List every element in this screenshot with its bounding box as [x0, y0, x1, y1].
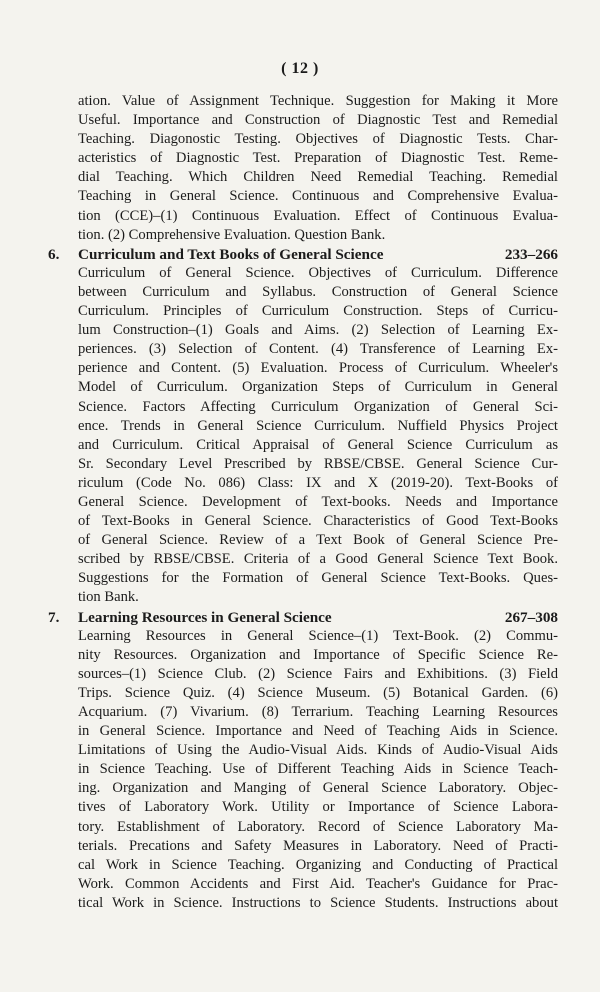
text-line: tion (CCE)–(1) Continuous Evaluation. Effect of Continuous Evalua- — [78, 207, 558, 224]
chapter-pages: 267–308 — [504, 608, 558, 626]
chapter-number: 7. — [48, 608, 60, 626]
intro-paragraph — [78, 92, 558, 245]
text-line: Teaching in General Science. Continuous and Comprehensive Evalua- — [78, 188, 558, 205]
text-line: nity Resources. Organization and Importance of Specific Science Re- — [78, 646, 558, 663]
page-number: ( 12 ) — [281, 60, 319, 77]
text-line: ing. Organization and Manging of General Science Laboratory. Objec- — [78, 780, 558, 797]
contents-body — [48, 92, 558, 913]
text-line: Acquarium. (7) Vivarium. (8) Terrarium. Teaching Learning Resources — [78, 704, 558, 720]
chapter-heading — [48, 245, 558, 264]
text-line: Work. Common Accidents and First Aid. Teacher's Guidance for Prac- — [78, 875, 558, 892]
text-line: scribed by RBSE/CBSE. Criteria of a Good General Science Text Book. — [78, 551, 558, 568]
text-line: acteristics of Diagnostic Test. Preparation of Diagnostic Test. Reme- — [78, 150, 558, 167]
text-line: Suggestions for the Formation of General Science Text-Books. Ques- — [78, 570, 558, 587]
text-line: lum Construction–(1) Goals and Aims. (2) Selection of Learning Ex- — [78, 322, 558, 339]
text-line: tives of Laboratory Work. Utility or Importance of Science Labora- — [78, 799, 558, 816]
text-line: tory. Establishment of Laboratory. Record of Science Laboratory Ma- — [78, 818, 558, 835]
text-line: ence. Trends in General Science Curriculum. Nuffield Physics Project — [78, 417, 558, 434]
chapter-7 — [48, 608, 558, 914]
text-line: dial Teaching. Which Children Need Remedial Teaching. Remedial — [78, 169, 558, 186]
chapter-pages: 233–266 — [504, 245, 558, 263]
text-line: General Science. Development of Text-books. Needs and Importance — [78, 493, 558, 510]
text-line: cal Work in Science Teaching. Organizing and Conducting of Practical — [78, 856, 558, 873]
text-line: of Text-Books in General Science. Characteristics of Good Text-Books — [78, 513, 558, 530]
chapter-title: Curriculum and Text Books of General Science — [78, 245, 384, 263]
text-line: ation. Value of Assignment Technique. Suggestion for Making it More — [78, 93, 558, 109]
chapter-6 — [48, 245, 558, 608]
text-line: in General Science. Importance and Need of Teaching Aids in Science. — [78, 723, 558, 740]
text-line: Curriculum of General Science. Objectives of Curriculum. Difference — [78, 264, 558, 281]
text-line: Learning Resources in General Science–(1) Text-Book. (2) Commu- — [78, 627, 558, 644]
chapter-number: 6. — [48, 245, 60, 263]
text-line: Sr. Secondary Level Prescribed by RBSE/CBSE. General Science Cur- — [78, 455, 558, 472]
text-line: in Science Teaching. Use of Different Teaching Aids in Science Teach- — [78, 761, 558, 778]
text-line: and Curriculum. Critical Appraisal of General Science Curriculum as — [78, 436, 558, 453]
text-line: Model of Curriculum. Organization Steps of Curriculum in General — [78, 379, 558, 396]
text-line: sources–(1) Science Club. (2) Science Fairs and Exhibitions. (3) Field — [78, 665, 558, 682]
chapter-heading — [48, 608, 558, 627]
chapter-title: Learning Resources in General Science — [78, 608, 332, 626]
text-line: Science. Factors Affecting Curriculum Organization of General Sci- — [78, 398, 558, 415]
text-line: Limitations of Using the Audio-Visual Aids. Kinds of Audio-Visual Aids — [78, 742, 558, 759]
text-line: Useful. Importance and Construction of Diagnostic Test and Remedial — [78, 112, 558, 129]
text-line: perience and Content. (5) Evaluation. Process of Curriculum. Wheeler's — [78, 360, 558, 377]
text-line: Trips. Science Quiz. (4) Science Museum. (5) Botanical Garden. (6) — [78, 684, 558, 701]
text-line: of General Science. Review of a Text Book of General Science Pre- — [78, 532, 558, 549]
text-line: Curriculum. Principles of Curriculum Construction. Steps of Curricu- — [78, 303, 558, 320]
text-line: periences. (3) Selection of Content. (4) Transference of Learning Ex- — [78, 341, 558, 358]
text-line: tion. (2) Comprehensive Evaluation. Question Bank. — [78, 226, 386, 243]
text-line: between Curriculum and Syllabus. Construction of General Science — [78, 283, 558, 300]
text-line: Teaching. Diagonostic Testing. Objectives of Diagnostic Tests. Char- — [78, 131, 558, 148]
text-line: tical Work in Science. Instructions to Science Students. Instructions about — [78, 894, 558, 911]
text-line: terials. Precations and Safety Measures in Laboratory. Need of Practi- — [78, 837, 558, 854]
text-line: tion Bank. — [78, 589, 139, 606]
text-line: riculum (Code No. 086) Class: IX and X (2019-20). Text-Books of — [78, 474, 558, 491]
